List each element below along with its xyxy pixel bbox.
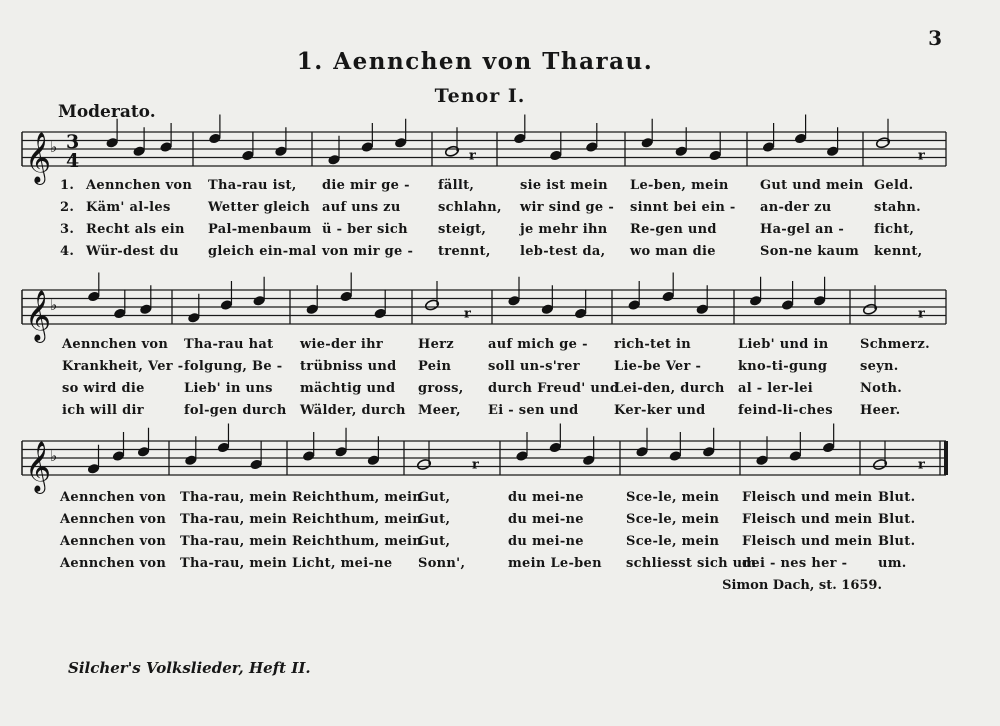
lyric-syllables: Re-gen und (630, 222, 717, 237)
tempo-marking: Moderato. (58, 102, 156, 122)
quarter-rest-icon: r (918, 148, 925, 164)
lyric-syllables: steigt, (438, 222, 487, 237)
lyric-syllables: auf mich ge - (488, 337, 588, 352)
lyric-syllables: Gut und mein (760, 178, 864, 193)
quarter-note (250, 459, 262, 470)
lyric-syllables: Reichthum, mein (292, 490, 423, 505)
lyric-syllables: Ker-ker und (614, 403, 706, 418)
lyric-syllables: wir sind ge - (520, 200, 615, 215)
lyric-syllables: Käm' al-les (86, 200, 171, 215)
lyric-syllables: um. (878, 556, 907, 571)
flat-icon: ♭ (50, 296, 58, 314)
lyric-syllables: Reichthum, mein (292, 512, 423, 527)
lyric-syllables: Blut. (878, 490, 916, 505)
quarter-note (112, 451, 124, 462)
lyric-syllables: von mir ge - (322, 244, 414, 259)
quarter-note (516, 451, 528, 462)
lyric-syllables: durch Freud' und (488, 381, 620, 396)
quarter-rest-icon: r (918, 457, 925, 473)
quarter-note (394, 137, 406, 148)
time-signature-top: 3 (66, 131, 80, 153)
quarter-note (582, 455, 594, 466)
quarter-note (822, 442, 834, 453)
quarter-note (586, 142, 598, 153)
lyric-syllables: Aennchen von (86, 178, 193, 193)
lyric-syllables: leb-test da, (520, 244, 606, 259)
lyric-syllables: Aennchen von (62, 337, 169, 352)
lyric-syllables: folgung, Be - (184, 359, 283, 374)
quarter-note (361, 142, 373, 153)
lyric-syllables: Pein (418, 359, 452, 374)
quarter-note (628, 300, 640, 311)
lyric-syllables: Lie-be Ver - (614, 359, 702, 374)
quarter-note (514, 133, 526, 144)
quarter-note (675, 146, 687, 157)
quarter-note (87, 463, 99, 474)
quarter-note (508, 295, 520, 306)
page-number: 3 (928, 26, 942, 50)
lyric-syllables: du mei-ne (508, 534, 584, 549)
lyric-syllables: Krankheit, Ver - (62, 359, 184, 374)
quarter-note (781, 300, 793, 311)
lyric-syllables: Fleisch und mein (742, 534, 873, 549)
lyric-syllables: Schmerz. (860, 337, 930, 352)
lyric-syllables: mein Le-ben (508, 556, 602, 571)
lyric-syllables: Ei - sen und (488, 403, 579, 418)
lyric-syllables: Aennchen von (60, 512, 167, 527)
lyric-syllables: auf uns zu (322, 200, 401, 215)
quarter-note (340, 291, 352, 302)
lyric-syllables: Sce-le, mein (626, 534, 720, 549)
quarter-note (133, 146, 145, 157)
lyric-syllables: Wälder, durch (300, 403, 406, 418)
quarter-rest-icon: r (918, 306, 925, 322)
lyric-syllables: mächtig und (300, 381, 396, 396)
lyric-syllables: Tha-rau, mein (180, 534, 288, 549)
lyric-syllables: Recht als ein (86, 222, 185, 237)
quarter-note (253, 295, 265, 306)
lyric-syllables: Ha-gel an - (760, 222, 845, 237)
lyric-syllables: Sonn', (418, 556, 466, 571)
lyric-syllables: Blut. (878, 534, 916, 549)
lyric-syllables: du mei-ne (508, 490, 584, 505)
quarter-note (641, 137, 653, 148)
quarter-note (137, 446, 149, 457)
quarter-note (303, 451, 315, 462)
lyric-syllables: trübniss und (300, 359, 397, 374)
quarter-note (756, 455, 768, 466)
lyric-syllables: Aennchen von (60, 556, 167, 571)
lyric-syllables: wie-der ihr (300, 337, 384, 352)
lyric-syllables: Gut, (418, 490, 451, 505)
lyric-syllables: Tha-rau, mein (180, 556, 288, 571)
quarter-note (306, 304, 318, 315)
lyric-syllables: Lieb' in uns (184, 381, 273, 396)
quarter-rest-icon: r (464, 306, 471, 322)
lyric-syllables: fol-gen durch (184, 403, 287, 418)
lyric-syllables: je mehr ihn (520, 222, 608, 237)
lyric-syllables: Aennchen von (60, 490, 167, 505)
lyric-syllables: soll un-s'rer (488, 359, 580, 374)
lyric-syllables: Son-ne kaum (760, 244, 860, 259)
lyric-syllables: ü - ber sich (322, 222, 408, 237)
quarter-note (160, 142, 172, 153)
lyric-syllables: schlahn, (438, 200, 502, 215)
treble-clef-icon: 𝄞 (25, 132, 52, 183)
quarter-note (709, 150, 721, 161)
quarter-note (702, 446, 714, 457)
quarter-rest-icon: r (469, 148, 476, 164)
lyric-syllables: Geld. (874, 178, 914, 193)
lyric-syllables: dei - nes her - (742, 556, 848, 571)
lyric-syllables: Sce-le, mein (626, 512, 720, 527)
lyric-syllables: schliesst sich um (626, 556, 757, 571)
lyric-syllables: so wird die (62, 381, 145, 396)
lyric-syllables: Pal-menbaum (208, 222, 312, 237)
quarter-note (220, 300, 232, 311)
lyric-syllables: Wür-dest du (86, 244, 179, 259)
quarter-note (242, 150, 254, 161)
quarter-note (328, 154, 340, 165)
lyric-syllables: Fleisch und mein (742, 490, 873, 505)
flat-icon: ♭ (50, 138, 58, 156)
lyric-syllables: gleich ein-mal (208, 244, 317, 259)
lyric-syllables: Aennchen von (60, 534, 167, 549)
quarter-note (749, 295, 761, 306)
lyric-syllables: Noth. (860, 381, 903, 396)
lyric-syllables: trennt, (438, 244, 491, 259)
lyric-syllables: ich will dir (62, 403, 144, 418)
verse-number: 3. (60, 222, 75, 237)
lyric-syllables: al - ler-lei (738, 381, 814, 396)
quarter-note (185, 455, 197, 466)
quarter-rest-icon: r (472, 457, 479, 473)
lyric-syllables: kennt, (874, 244, 923, 259)
quarter-note (762, 142, 774, 153)
lyric-syllables: stahn. (874, 200, 921, 215)
lyric-syllables: Lei-den, durch (614, 381, 725, 396)
lyric-syllables: Tha-rau hat (184, 337, 274, 352)
flat-icon: ♭ (50, 447, 58, 465)
quarter-note (574, 308, 586, 319)
treble-clef-icon: 𝄞 (25, 290, 52, 341)
lyric-syllables: Reichthum, mein (292, 534, 423, 549)
lyric-syllables: kno-ti-gung (738, 359, 828, 374)
lyric-syllables: Tha-rau, mein (180, 512, 288, 527)
lyric-syllables: Fleisch und mein (742, 512, 873, 527)
quarter-note (550, 150, 562, 161)
lyric-syllables: fällt, (438, 178, 475, 193)
lyric-syllables: ficht, (874, 222, 915, 237)
lyric-syllables: feind-li-ches (738, 403, 833, 418)
lyric-syllables: Tha-rau ist, (208, 178, 297, 193)
lyric-syllables: gross, (418, 381, 464, 396)
quarter-note (88, 291, 100, 302)
lyric-syllables: Gut, (418, 512, 451, 527)
quarter-note (209, 133, 221, 144)
quarter-note (813, 295, 825, 306)
quarter-note (367, 455, 379, 466)
lyric-syllables: sie ist mein (520, 178, 608, 193)
lyric-syllables: Wetter gleich (208, 200, 310, 215)
treble-clef-icon: 𝄞 (25, 441, 52, 492)
source-citation: Silcher's Volkslieder, Heft II. (68, 659, 311, 677)
lyric-syllables: sinnt bei ein - (630, 200, 736, 215)
voice-part: Tenor I. (434, 85, 526, 107)
lyric-syllables: die mir ge - (322, 178, 410, 193)
lyric-syllables: seyn. (860, 359, 899, 374)
lyric-syllables: wo man die (630, 244, 716, 259)
verse-number: 2. (60, 200, 75, 215)
lyric-syllables: Le-ben, mein (630, 178, 729, 193)
quarter-note (106, 137, 118, 148)
song-title: 1. Aennchen von Tharau. (296, 48, 654, 75)
lyric-syllables: an-der zu (760, 200, 832, 215)
lyric-syllables: Tha-rau, mein (180, 490, 288, 505)
verse-number: 1. (60, 178, 75, 193)
time-signature-bottom: 4 (66, 150, 80, 172)
lyric-syllables: du mei-ne (508, 512, 584, 527)
quarter-note (636, 446, 648, 457)
quarter-note (217, 442, 229, 453)
quarter-note (275, 146, 287, 157)
lyric-syllables: Lieb' und in (738, 337, 829, 352)
lyric-syllables: Herz (418, 337, 454, 352)
quarter-note (374, 308, 386, 319)
lyric-syllables: Heer. (860, 403, 901, 418)
quarter-note (789, 451, 801, 462)
quarter-note (696, 304, 708, 315)
lyric-syllables: rich-tet in (614, 337, 692, 352)
quarter-note (140, 304, 152, 315)
quarter-note (549, 442, 561, 453)
poet-credit: Simon Dach, st. 1659. (722, 578, 882, 593)
lyric-syllables: Gut, (418, 534, 451, 549)
quarter-note (114, 308, 126, 319)
quarter-note (662, 291, 674, 302)
quarter-note (335, 446, 347, 457)
lyric-syllables: Blut. (878, 512, 916, 527)
lyric-syllables: Sce-le, mein (626, 490, 720, 505)
lyric-syllables: Meer, (418, 403, 461, 418)
quarter-note (669, 451, 681, 462)
lyric-syllables: Licht, mei-ne (292, 556, 393, 571)
quarter-note (794, 133, 806, 144)
quarter-note (541, 304, 553, 315)
verse-number: 4. (60, 244, 75, 259)
quarter-note (826, 146, 838, 157)
quarter-note (188, 312, 200, 323)
